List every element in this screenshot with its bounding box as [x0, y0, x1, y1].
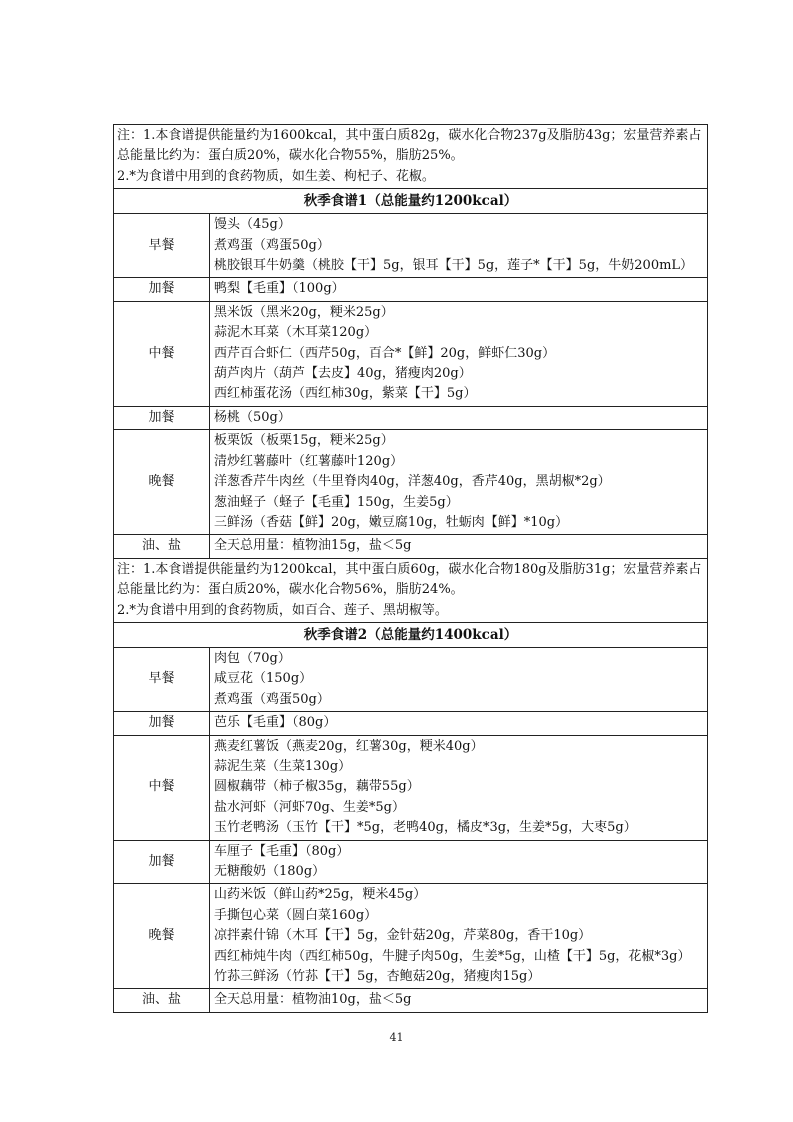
dish-item: 蒜泥生菜（生菜130g）	[214, 758, 352, 774]
meal-label: 晚餐	[114, 430, 210, 535]
meal-items	[210, 430, 708, 535]
meal-row	[114, 647, 708, 711]
dish-item: 煮鸡蛋（鸡蛋50g）	[214, 237, 330, 253]
meal-label: 加餐	[114, 840, 210, 884]
meal-items	[210, 406, 708, 429]
dish-item: 凉拌素什锦（木耳【干】5g，金针菇20g，芹菜80g，香干10g）	[214, 928, 592, 944]
meal-items	[210, 712, 708, 735]
page-number: 41	[389, 1031, 404, 1044]
dish-item: 桃胶银耳牛奶羹（桃胶【干】5g，银耳【干】5g，莲子*【干】5g，牛奶200mL）	[214, 258, 694, 274]
meal-items	[210, 989, 708, 1012]
dish-item: 燕麦红薯饭（燕麦20g，红薯30g，粳米40g）	[214, 738, 484, 754]
meal-items	[210, 301, 708, 406]
dish-item: 西红柿蛋花汤（西红柿30g，紫菜【干】5g）	[214, 386, 477, 402]
recipe-table	[113, 124, 708, 1013]
dish-item: 玉竹老鸭汤（玉竹【干】*5g，老鸭40g，橘皮*3g，生姜*5g，大枣5g）	[214, 820, 637, 836]
dish-item: 西红柿炖牛肉（西红柿50g，牛腱子肉50g，生姜*5g，山楂【干】5g，花椒*3g）	[214, 948, 691, 964]
meal-label: 加餐	[114, 406, 210, 429]
dish-item: 圆椒藕带（柿子椒35g，藕带55g）	[214, 779, 420, 795]
meal-row	[114, 884, 708, 989]
meal-items	[210, 840, 708, 884]
document-page	[113, 124, 707, 1013]
note-row	[114, 125, 708, 189]
note-line: 2.*为食谱中用到的食药物质，如百合、莲子、黑胡椒等。	[117, 602, 448, 618]
dish-item: 无糖酸奶（180g）	[214, 864, 326, 879]
meal-row	[114, 840, 708, 884]
dish-item: 黑米饭（黑米20g，粳米25g）	[214, 304, 394, 320]
meal-label: 油、盐	[114, 989, 210, 1012]
dish-item: 盐水河虾（河虾70g、生姜*5g）	[214, 799, 405, 815]
meal-row	[114, 301, 708, 406]
dish-item: 葱油蛏子（蛏子【毛重】150g，生姜5g）	[214, 494, 459, 510]
menu-title: 秋季食谱2（总能量约1400kcal）	[114, 622, 708, 647]
meal-label: 加餐	[114, 712, 210, 735]
meal-row	[114, 989, 708, 1012]
dish-item: 葫芦肉片（葫芦【去皮】40g，猪瘦肉20g）	[214, 366, 472, 382]
meal-row	[114, 735, 708, 840]
dish-item: 西芹百合虾仁（西芹50g，百合*【鲜】20g，鲜虾仁30g）	[214, 345, 556, 361]
dish-item: 全天总用量：植物油10g，盐＜5g	[214, 992, 412, 1008]
meal-items	[210, 214, 708, 278]
meal-items	[210, 884, 708, 989]
meal-items	[210, 278, 708, 301]
dish-item: 板栗饭（板栗15g，粳米25g）	[214, 433, 394, 449]
meal-label: 中餐	[114, 735, 210, 840]
dish-item: 杨桃（50g）	[214, 409, 291, 425]
dish-item: 手撕包心菜（圆白菜160g）	[214, 907, 378, 923]
note-row	[114, 558, 708, 622]
dish-item: 竹荪三鲜汤（竹荪【干】5g，杏鲍菇20g，猪瘦肉15g）	[214, 969, 541, 985]
dish-item: 煮鸡蛋（鸡蛋50g）	[214, 691, 330, 707]
note-cell	[114, 125, 708, 189]
menu-title-row	[114, 622, 708, 647]
meal-label: 晚餐	[114, 884, 210, 989]
dish-item: 车厘子【毛重】（80g）	[214, 843, 350, 859]
meal-items	[210, 535, 708, 558]
note-line: 2.*为食谱中用到的食药物质，如生姜、枸杞子、花椒。	[117, 168, 435, 184]
menu-title-row	[114, 189, 708, 214]
dish-item: 洋葱香芹牛肉丝（牛里脊肉40g，洋葱40g，香芹40g，黑胡椒*2g）	[214, 474, 611, 490]
dish-item: 鸭梨【毛重】（100g）	[214, 281, 345, 297]
dish-item: 馒头（45g）	[214, 217, 291, 233]
meal-row	[114, 278, 708, 301]
menu-title: 秋季食谱1（总能量约1200kcal）	[114, 189, 708, 214]
dish-item: 全天总用量：植物油15g，盐＜5g	[214, 538, 412, 554]
meal-label: 早餐	[114, 647, 210, 711]
note-line: 注：1.本食谱提供能量约为1600kcal，其中蛋白质82g，碳水化合物237g及脂肪43g；宏量营养素占总能量比约为：蛋白质20%，碳水化合物55%，脂肪25%。	[117, 128, 702, 164]
meal-row	[114, 712, 708, 735]
dish-item: 咸豆花（150g）	[214, 671, 313, 687]
meal-row	[114, 406, 708, 429]
meal-label: 中餐	[114, 301, 210, 406]
dish-item: 清炒红薯藤叶（红薯藤叶120g）	[214, 453, 404, 469]
note-cell	[114, 558, 708, 622]
note-line: 注：1.本食谱提供能量约为1200kcal，其中蛋白质60g，碳水化合物180g及脂肪31g；宏量营养素占总能量比约为：蛋白质20%，碳水化合物56%，脂肪24%。	[117, 561, 702, 598]
dish-item: 蒜泥木耳菜（木耳菜120g）	[214, 325, 378, 341]
dish-item: 芭乐【毛重】（80g）	[214, 715, 337, 731]
dish-item: 三鲜汤（香菇【鲜】20g，嫩豆腐10g，牡蛎肉【鲜】*10g）	[214, 514, 569, 530]
meal-label: 早餐	[114, 214, 210, 278]
recipe-table-body	[114, 125, 708, 1013]
dish-item: 肉包（70g）	[214, 650, 291, 666]
dish-item: 山药米饭（鲜山药*25g，粳米45g）	[214, 887, 427, 903]
meal-items	[210, 647, 708, 711]
meal-row	[114, 535, 708, 558]
meal-row	[114, 430, 708, 535]
meal-items	[210, 735, 708, 840]
meal-label: 油、盐	[114, 535, 210, 558]
meal-label: 加餐	[114, 278, 210, 301]
meal-row	[114, 214, 708, 278]
